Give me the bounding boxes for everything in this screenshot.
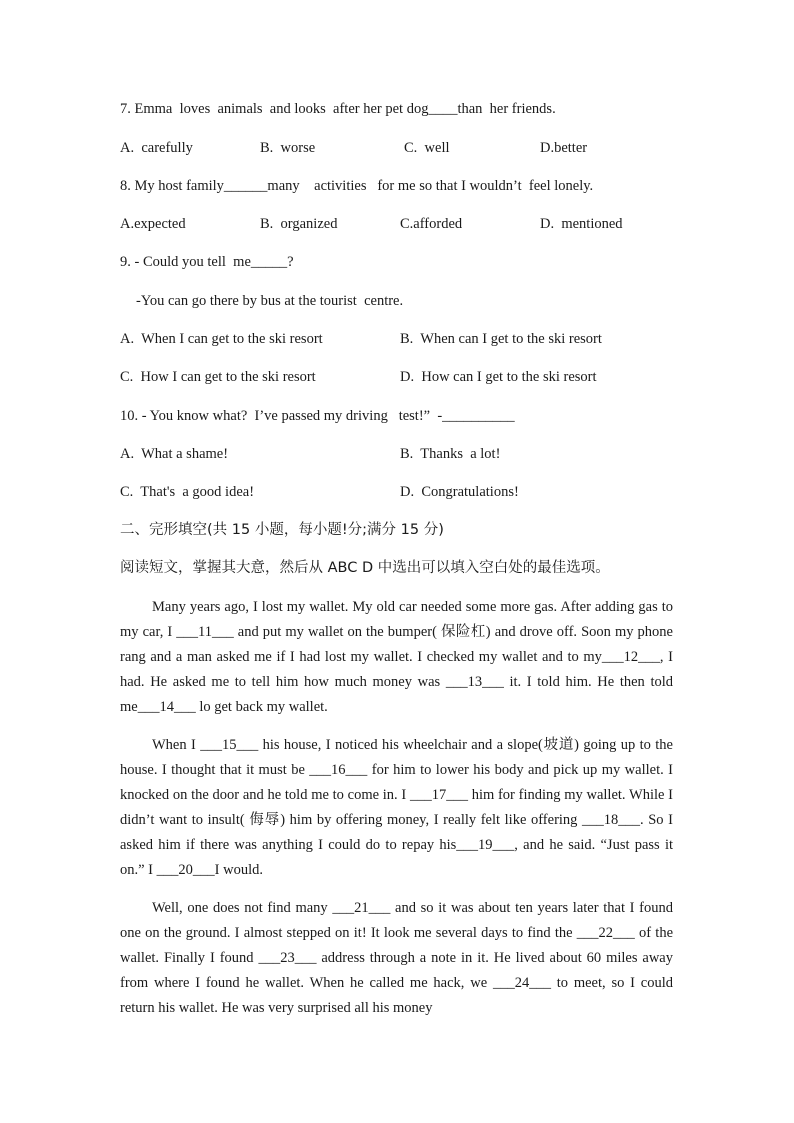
question-10-option-c: C. That's a good idea! xyxy=(120,484,255,500)
question-8-option-a: A.expected xyxy=(120,216,186,232)
question-8-option-d: D. mentioned xyxy=(540,216,623,232)
question-9-option-d: D. How can I get to the ski resort xyxy=(400,369,597,385)
question-7-option-c: C. well xyxy=(404,140,450,156)
question-10-option-b: B. Thanks a lot! xyxy=(400,446,501,462)
passage-paragraph-1: Many years ago, I lost my wallet. My old car needed some more gas. After adding gas to my car, I ___11___ and put my wallet on the bumper( 保险杠) and drove off. Soon my phone rang and a man asked me if I had lost my wallet. I checked my wallet and to my___12___, I had. He asked me to tell him how much money was ___13___ it. I told him. He then told me___14___ lo get back my wallet. xyxy=(120,599,673,715)
passage-paragraph-2: When I ___15___ his house, I noticed his wheelchair and a slope(坡道) going up to the house. I thought that it must be ___16___ for him to lower his body and pick up my wallet. I knocked on the door and he told me to come in. I ___17___ him for finding my wallet. While I didn’t want to insult( 侮辱) him by offering money, I really felt like offering ___18___. So I asked him if there was anything I could do to repay his___19___, and he said. “Just pass it on.” I ___20___I would. xyxy=(120,737,673,878)
question-9-option-c: C. How I can get to the ski resort xyxy=(120,369,316,385)
question-10-stem: 10. - You know what? I’ve passed my driving test!” -__________ xyxy=(120,408,515,424)
question-10-option-a: A. What a shame! xyxy=(120,446,229,462)
section-heading: 二、完形填空(共 15 小题，每小题!分;满分 15 分) xyxy=(120,522,444,538)
question-7-stem: 7. Emma loves animals and looks after her pet dog____than her friends. xyxy=(120,101,556,117)
question-8-option-b: B. organized xyxy=(260,216,338,232)
question-7-option-a: A. carefully xyxy=(120,140,193,156)
question-9-option-b: B. When can I get to the ski resort xyxy=(400,331,602,347)
question-9-option-a: A. When I can get to the ski resort xyxy=(120,331,323,347)
section-instruction: 阅读短文，掌握其大意，然后从 ABC D 中选出可以填入空白处的最佳选项。 xyxy=(120,560,610,576)
question-7-option-d: D.better xyxy=(540,140,588,156)
passage-paragraph-3: Well, one does not find many ___21___ and so it was about ten years later that I found one on the ground. I almost stepped on it! It look me several days to find the ___22___ of the wallet. Finally I found ___23___ address through a note in it. He lived about 60 miles away from where I found he wallet. When he called me hack, we ___24___ to meet, so I could return his wallet. He was very surprised all his money xyxy=(120,900,673,1016)
question-10-option-d: D. Congratulations! xyxy=(400,484,519,500)
question-7-option-b: B. worse xyxy=(260,140,316,156)
question-8-stem: 8. My host family______many activities for me so that I wouldn’t feel lonely. xyxy=(120,178,594,194)
question-8-option-c: C.afforded xyxy=(400,216,463,232)
question-9-stem: 9. - Could you tell me_____? xyxy=(120,254,294,270)
question-9-reply: -You can go there by bus at the tourist centre. xyxy=(136,293,404,309)
